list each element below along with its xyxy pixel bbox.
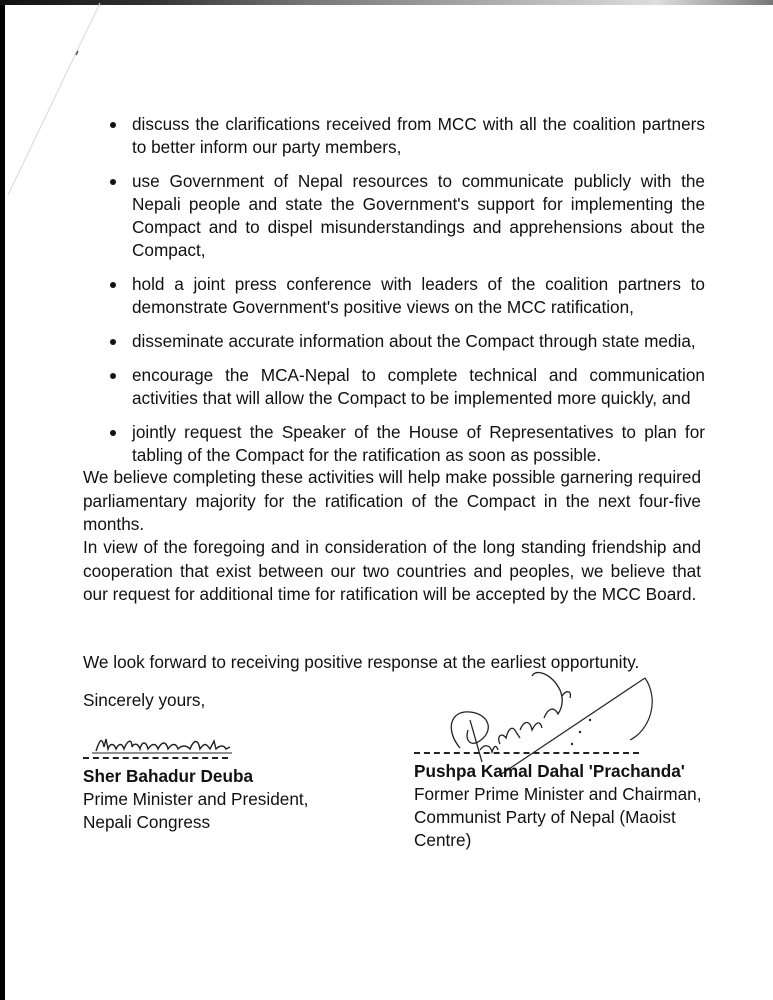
list-item xyxy=(110,273,705,319)
list-item-text: jointly request the Speaker of the House of Representatives to plan for tabling of the Compact for the ratification as soon as possible. xyxy=(132,422,705,465)
closing-salutation: Sincerely yours, xyxy=(83,690,206,710)
signatory-organization-cont: Centre) xyxy=(414,830,472,850)
signature-line xyxy=(414,752,639,754)
list-item-text: discuss the clarifications received from MCC with all the coalition partners to better inform our party members, xyxy=(132,114,705,157)
signatory-right xyxy=(414,685,734,852)
action-list xyxy=(110,113,705,478)
signatory-organization: Communist Party of Nepal (Maoist xyxy=(414,807,676,827)
signature-line xyxy=(83,757,228,759)
list-item-text: use Government of Nepal resources to communicate publicly with the Nepali people and state the Government's support for implementing the Compact and to dispel misunderstandings and apprehensions about the Compact, xyxy=(132,171,705,260)
bullet-icon xyxy=(110,179,116,185)
bullet-icon xyxy=(110,430,116,436)
bullet-icon xyxy=(110,282,116,288)
list-item xyxy=(110,113,705,159)
bullet-icon xyxy=(110,339,116,345)
list-item-text: hold a joint press conference with leaders of the coalition partners to demonstrate Government's positive views on the MCC ratification, xyxy=(132,274,705,317)
signatory-organization: Nepali Congress xyxy=(83,812,211,832)
signatory-name: Sher Bahadur Deuba xyxy=(83,766,254,786)
paragraph-request: In view of the foregoing and in consideration of the long standing friendship and cooperation that exist between our two countries and peoples, we believe that our request for additional time for ratification will be accepted by the MCC Board. xyxy=(83,537,701,604)
list-item xyxy=(110,421,705,467)
signatory-title: Prime Minister and President, xyxy=(83,789,309,809)
bullet-icon xyxy=(110,373,116,379)
bullet-icon xyxy=(110,122,116,128)
list-item-text: encourage the MCA-Nepal to complete technical and communication activities that will allow the Compact to be implemented more quickly, and xyxy=(132,365,705,408)
signatory-title: Former Prime Minister and Chairman, xyxy=(414,784,702,804)
list-item-text: disseminate accurate information about the Compact through state media, xyxy=(132,331,696,351)
paragraph-closing-remark: We look forward to receiving positive response at the earliest opportunity. xyxy=(83,652,640,672)
signatory-left xyxy=(83,737,383,834)
list-item xyxy=(110,364,705,410)
paragraph-majority: We believe completing these activities will help make possible garnering required parliamentary majority for the ratification of the Compact in the next four-five months. xyxy=(83,467,701,534)
list-item xyxy=(110,170,705,262)
list-item xyxy=(110,330,705,353)
signatory-name: Pushpa Kamal Dahal 'Prachanda' xyxy=(414,761,685,781)
